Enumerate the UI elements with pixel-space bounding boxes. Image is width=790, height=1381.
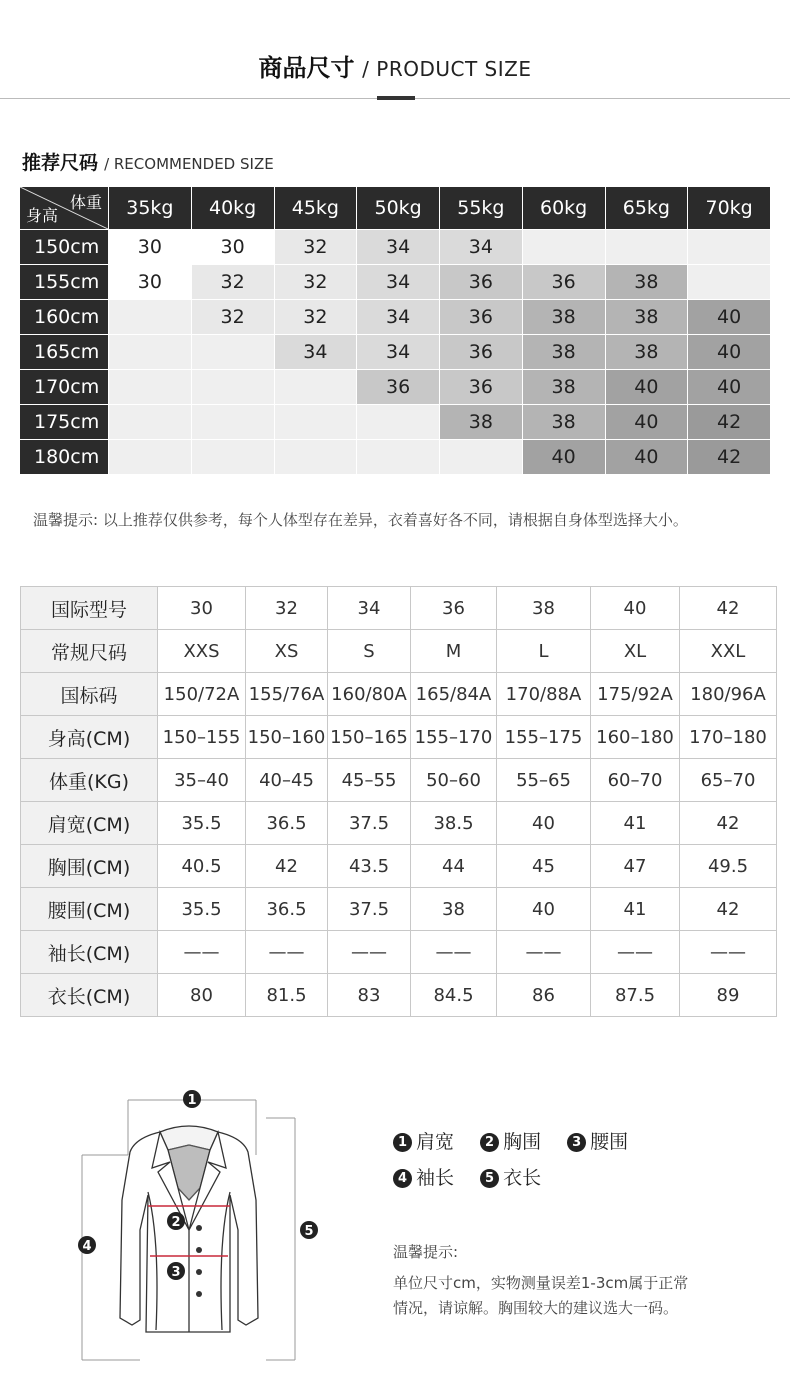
size-value-cell: XXS [158, 630, 246, 673]
size-cell [275, 440, 357, 474]
size-value-cell: 49.5 [680, 845, 777, 888]
size-table-row [21, 974, 777, 1017]
size-cell [109, 370, 191, 404]
size-value-cell: 30 [158, 587, 246, 630]
jacket-body [120, 1126, 258, 1332]
size-value-cell: —— [158, 931, 246, 974]
size-cell [192, 405, 274, 439]
height-row-header: 160cm [20, 300, 108, 334]
size-value-cell: 42 [246, 845, 328, 888]
legend-item: 3 腰围 [567, 1131, 628, 1153]
size-cell: 38 [606, 300, 688, 334]
height-row-header: 155cm [20, 265, 108, 299]
svg-text:1: 1 [187, 1093, 197, 1108]
size-row-label: 国标码 [21, 673, 158, 716]
size-cell [109, 300, 191, 334]
size-cell: 32 [275, 230, 357, 264]
corner-weight-label: 体重 [69, 193, 102, 212]
size-value-cell: M [411, 630, 497, 673]
size-cell: 42 [688, 405, 770, 439]
size-value-cell: 36.5 [246, 888, 328, 931]
size-cell [275, 370, 357, 404]
height-row-header: 150cm [20, 230, 108, 264]
recommend-title-en: / RECOMMENDED SIZE [104, 155, 274, 173]
weight-header: 65kg [606, 187, 688, 229]
size-value-cell: 170/88A [497, 673, 591, 716]
size-cell: 40 [688, 335, 770, 369]
measure-legend [393, 1124, 648, 1196]
tip-line: 情况，请谅解。胸围较大的建议选大一码。 [393, 1299, 679, 1317]
size-value-cell: XS [246, 630, 328, 673]
size-value-cell: 40 [497, 802, 591, 845]
weight-header: 70kg [688, 187, 770, 229]
size-value-cell: XL [591, 630, 680, 673]
height-row-header: 170cm [20, 370, 108, 404]
header-accent-bar [377, 96, 415, 100]
height-row-header: 175cm [20, 405, 108, 439]
size-row-label: 胸围(CM) [21, 845, 158, 888]
size-value-cell: 43.5 [328, 845, 411, 888]
size-value-cell: 155–175 [497, 716, 591, 759]
size-cell: 30 [109, 265, 191, 299]
size-value-cell: 35.5 [158, 802, 246, 845]
size-cell [357, 440, 439, 474]
size-table [20, 586, 777, 1017]
size-value-cell: S [328, 630, 411, 673]
size-table-row [21, 630, 777, 673]
size-value-cell: 37.5 [328, 888, 411, 931]
size-cell: 38 [606, 335, 688, 369]
size-cell: 38 [523, 370, 605, 404]
size-cell [192, 370, 274, 404]
legend-item: 5 衣长 [480, 1167, 541, 1189]
size-cell: 38 [523, 300, 605, 334]
size-cell: 38 [523, 335, 605, 369]
svg-text:3: 3 [171, 1265, 181, 1280]
size-cell [440, 440, 522, 474]
size-value-cell: 155–170 [411, 716, 497, 759]
title-cn: 商品尺寸 [258, 54, 355, 82]
size-value-cell: 45–55 [328, 759, 411, 802]
size-value-cell: 83 [328, 974, 411, 1017]
size-value-cell: —— [411, 931, 497, 974]
size-cell [192, 440, 274, 474]
size-value-cell: 40 [497, 888, 591, 931]
size-value-cell: —— [497, 931, 591, 974]
size-value-cell: 89 [680, 974, 777, 1017]
size-cell: 38 [523, 405, 605, 439]
size-cell: 40 [606, 370, 688, 404]
size-value-cell: 42 [680, 587, 777, 630]
size-cell: 36 [523, 265, 605, 299]
size-cell [109, 440, 191, 474]
size-value-cell: 81.5 [246, 974, 328, 1017]
recommend-grid [20, 187, 770, 481]
size-value-cell: 84.5 [411, 974, 497, 1017]
size-row-label: 腰围(CM) [21, 888, 158, 931]
svg-text:4: 4 [82, 1239, 92, 1254]
recommend-title-cn: 推荐尺码 [22, 152, 99, 174]
size-cell: 32 [192, 265, 274, 299]
size-value-cell: 55–65 [497, 759, 591, 802]
weight-header: 55kg [440, 187, 522, 229]
size-value-cell: 160/80A [328, 673, 411, 716]
size-value-cell: —— [591, 931, 680, 974]
size-value-cell: 40.5 [158, 845, 246, 888]
legend-item: 2 胸围 [480, 1131, 541, 1153]
size-cell: 34 [357, 335, 439, 369]
size-row-label: 袖长(CM) [21, 931, 158, 974]
size-value-cell: 35.5 [158, 888, 246, 931]
size-value-cell: 86 [497, 974, 591, 1017]
size-cell: 34 [275, 335, 357, 369]
tip-title: 温馨提示: [393, 1243, 459, 1261]
size-value-cell: 175/92A [591, 673, 680, 716]
size-value-cell: 42 [680, 888, 777, 931]
weight-header: 45kg [275, 187, 357, 229]
size-value-cell: 65–70 [680, 759, 777, 802]
size-value-cell: 36 [411, 587, 497, 630]
size-table-row [21, 716, 777, 759]
size-row-label: 体重(KG) [21, 759, 158, 802]
size-value-cell: 87.5 [591, 974, 680, 1017]
size-cell: 34 [357, 265, 439, 299]
size-value-cell: 80 [158, 974, 246, 1017]
size-value-cell: 180/96A [680, 673, 777, 716]
legend-row-1 [393, 1124, 648, 1160]
size-value-cell: 50–60 [411, 759, 497, 802]
size-value-cell: 150/72A [158, 673, 246, 716]
size-cell [109, 335, 191, 369]
size-cell: 30 [192, 230, 274, 264]
size-value-cell: 34 [328, 587, 411, 630]
size-value-cell: 41 [591, 888, 680, 931]
size-table-row [21, 673, 777, 716]
size-cell: 32 [275, 265, 357, 299]
size-table-row [21, 587, 777, 630]
size-cell: 34 [357, 230, 439, 264]
size-value-cell: XXL [680, 630, 777, 673]
size-value-cell: 41 [591, 802, 680, 845]
corner-header [20, 187, 108, 229]
svg-text:2: 2 [171, 1215, 181, 1230]
size-value-cell: 150–155 [158, 716, 246, 759]
size-value-cell: 38 [411, 888, 497, 931]
size-cell: 30 [109, 230, 191, 264]
size-value-cell: 150–165 [328, 716, 411, 759]
size-value-cell: 35–40 [158, 759, 246, 802]
size-cell: 32 [192, 300, 274, 334]
size-cell: 42 [688, 440, 770, 474]
size-table-row [21, 759, 777, 802]
size-cell [357, 405, 439, 439]
weight-header: 40kg [192, 187, 274, 229]
size-cell: 32 [275, 300, 357, 334]
size-value-cell: —— [680, 931, 777, 974]
size-row-label: 肩宽(CM) [21, 802, 158, 845]
size-cell: 36 [440, 335, 522, 369]
size-value-cell: 165/84A [411, 673, 497, 716]
page-title [0, 48, 790, 89]
height-row-header: 165cm [20, 335, 108, 369]
size-value-cell: 32 [246, 587, 328, 630]
size-table-row [21, 845, 777, 888]
size-cell: 40 [688, 300, 770, 334]
size-value-cell: 155/76A [246, 673, 328, 716]
size-cell: 36 [440, 370, 522, 404]
size-value-cell: 40 [591, 587, 680, 630]
weight-header: 60kg [523, 187, 605, 229]
size-value-cell: 42 [680, 802, 777, 845]
tip-line: 单位尺寸cm，实物测量误差1-3cm属于正常 [393, 1274, 689, 1292]
size-cell: 36 [440, 300, 522, 334]
size-cell: 38 [440, 405, 522, 439]
size-table-row [21, 802, 777, 845]
size-row-label: 衣长(CM) [21, 974, 158, 1017]
weight-header: 50kg [357, 187, 439, 229]
title-en: / PRODUCT SIZE [362, 57, 532, 81]
size-cell [192, 335, 274, 369]
size-value-cell: 36.5 [246, 802, 328, 845]
legend-row-2 [393, 1160, 648, 1196]
jacket-diagram [60, 1080, 360, 1380]
size-value-cell: 60–70 [591, 759, 680, 802]
size-cell: 36 [357, 370, 439, 404]
size-cell [688, 230, 770, 264]
size-table-row [21, 888, 777, 931]
size-cell: 38 [606, 265, 688, 299]
size-cell [688, 265, 770, 299]
size-value-cell: 47 [591, 845, 680, 888]
size-cell: 40 [688, 370, 770, 404]
recommend-title [22, 148, 274, 179]
size-value-cell: 37.5 [328, 802, 411, 845]
size-cell [109, 405, 191, 439]
svg-text:5: 5 [304, 1224, 314, 1239]
recommend-note: 温馨提示: 以上推荐仅供参考，每个人体型存在差异，衣着喜好各不同，请根据自身体型选择大小。 [33, 511, 688, 529]
size-row-label: 身高(CM) [21, 716, 158, 759]
height-row-header: 180cm [20, 440, 108, 474]
size-value-cell: 38.5 [411, 802, 497, 845]
size-table-row [21, 931, 777, 974]
weight-header: 35kg [109, 187, 191, 229]
size-row-label: 国际型号 [21, 587, 158, 630]
size-value-cell: —— [246, 931, 328, 974]
size-value-cell: 44 [411, 845, 497, 888]
size-cell: 40 [606, 405, 688, 439]
size-cell [275, 405, 357, 439]
size-value-cell: 38 [497, 587, 591, 630]
size-cell: 34 [357, 300, 439, 334]
size-cell: 40 [606, 440, 688, 474]
legend-item: 1 肩宽 [393, 1131, 454, 1153]
legend-item: 4 袖长 [393, 1167, 454, 1189]
size-value-cell: 160–180 [591, 716, 680, 759]
size-value-cell: 45 [497, 845, 591, 888]
size-cell [523, 230, 605, 264]
size-value-cell: 150–160 [246, 716, 328, 759]
size-row-label: 常规尺码 [21, 630, 158, 673]
corner-height-label: 身高 [26, 206, 59, 225]
size-value-cell: 170–180 [680, 716, 777, 759]
measure-tip [393, 1240, 743, 1321]
size-cell [606, 230, 688, 264]
size-value-cell: L [497, 630, 591, 673]
size-cell: 36 [440, 265, 522, 299]
size-cell: 40 [523, 440, 605, 474]
size-value-cell: 40–45 [246, 759, 328, 802]
size-cell: 34 [440, 230, 522, 264]
size-value-cell: —— [328, 931, 411, 974]
